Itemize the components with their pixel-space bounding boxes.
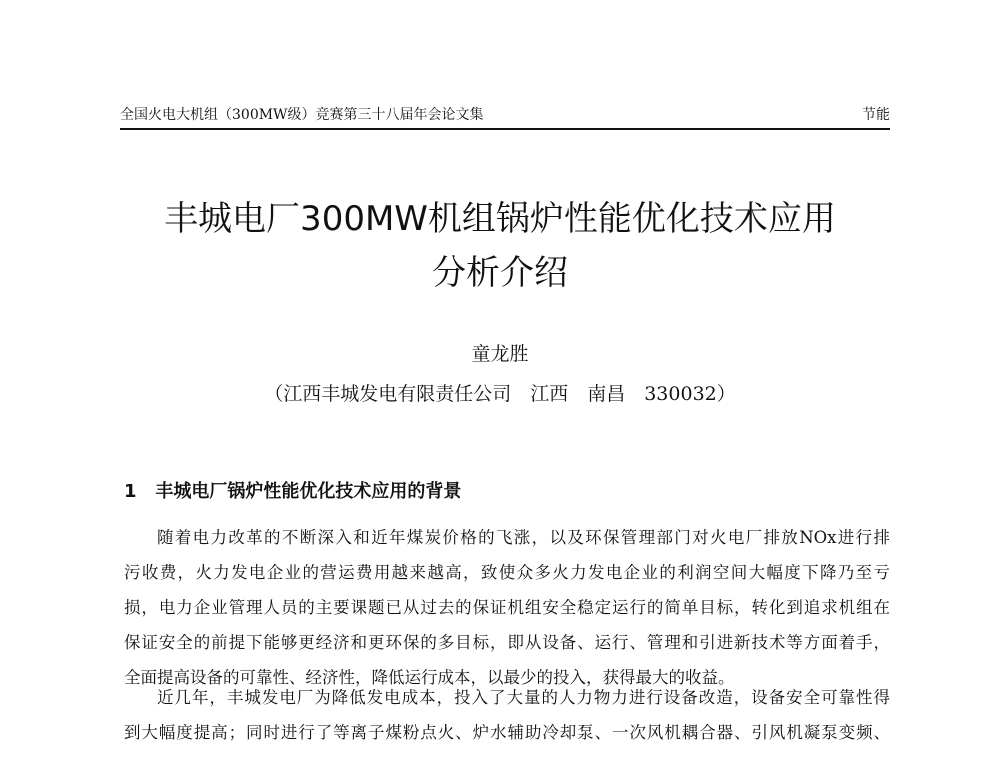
section-title: 丰城电厂锅炉性能优化技术应用的背景: [155, 481, 462, 502]
author-name: 童龙胜: [471, 343, 529, 365]
proceedings-title: 全国火电大机组（300MW级）竞赛第三十八届年会论文集: [120, 107, 484, 123]
running-header: [120, 104, 890, 130]
paper-title-line-1: 丰城电厂300MW机组锅炉性能优化技术应用: [164, 199, 836, 239]
author-affiliation: （江西丰城发电有限责任公司 江西 南昌 330032）: [264, 383, 736, 405]
body-paragraph-2: [124, 680, 890, 750]
paper-title: [100, 192, 900, 300]
paragraph-line: 污收费，火力发电企业的营运费用越来越高，致使众多火力发电企业的利润空间大幅度下降乃至亏: [124, 563, 890, 582]
paper-title-line-2: 分析介绍: [432, 253, 568, 293]
paragraph-line: 保证安全的前提下能够更经济和更环保的多目标，即从设备、运行、管理和引进新技术等方面着手，: [124, 633, 890, 652]
body-paragraph-1: [124, 520, 890, 695]
paragraph-line: 近几年，丰城发电厂为降低发电成本，投入了大量的人力物力进行设备改造，设备安全可靠性得: [157, 688, 890, 707]
section-number: 1: [124, 481, 137, 502]
paragraph-line: 损，电力企业管理人员的主要课题已从过去的保证机组安全稳定运行的简单目标，转化到追求机组在: [124, 598, 890, 617]
section-heading: [124, 478, 461, 506]
section-category: 节能: [862, 107, 890, 123]
paragraph-line: 到大幅度提高；同时进行了等离子煤粉点火、炉水辅助冷却泵、一次风机耦合器、引风机凝泵变频、: [124, 723, 890, 742]
paragraph-line: 随着电力改革的不断深入和近年煤炭价格的飞涨，以及环保管理部门对火电厂排放NOx进行排: [157, 528, 890, 547]
paragraph-line: 全面提高设备的可靠性、经济性，降低运行成本，以最少的投入，获得最大的收益。: [124, 668, 735, 687]
